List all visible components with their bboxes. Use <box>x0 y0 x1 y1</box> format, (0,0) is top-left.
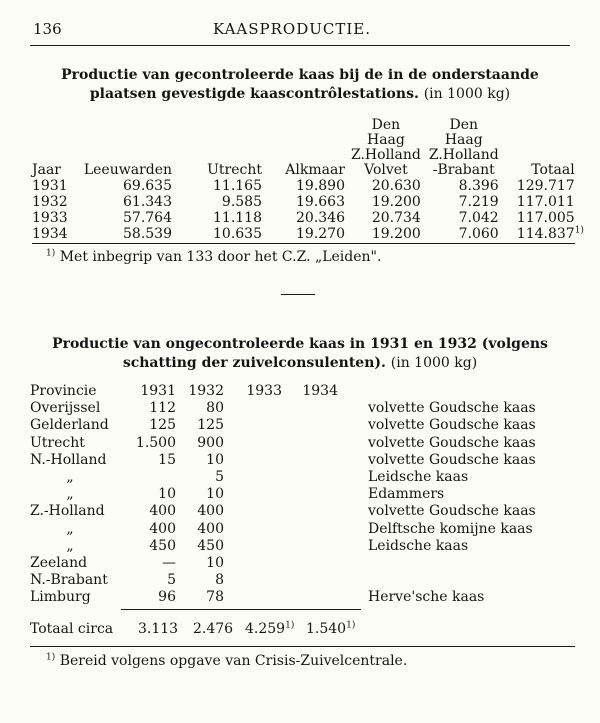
cell: 19.270 <box>296 226 345 242</box>
cell <box>282 521 338 538</box>
cell <box>368 555 574 572</box>
cell: 10.635 <box>213 226 262 242</box>
table1-bottom-rule <box>32 243 575 244</box>
footnote-marker: 1) <box>46 248 56 259</box>
cell: 57.764 <box>123 210 172 226</box>
total-1934-value: 1.540 <box>306 621 347 637</box>
page-number: 136 <box>33 20 62 38</box>
cell: 125 <box>197 417 224 434</box>
table-row <box>30 400 574 417</box>
cell <box>282 400 338 417</box>
cell: 10 <box>158 486 176 503</box>
column-header: Jaar <box>32 162 61 178</box>
column-header: Provincie <box>30 383 97 399</box>
cell <box>282 589 338 606</box>
cell <box>282 435 338 452</box>
table-row <box>32 226 587 242</box>
cell <box>224 503 282 520</box>
cell <box>282 572 338 589</box>
cell <box>224 589 282 606</box>
table-row <box>30 555 574 572</box>
cell: 450 <box>149 537 176 554</box>
cell: „ <box>66 537 74 554</box>
header-rule <box>30 45 570 46</box>
cell: 19.200 <box>371 194 421 210</box>
cell: 20.630 <box>371 178 421 194</box>
cell: Overijssel <box>30 400 101 417</box>
column-header: Utrecht <box>207 162 262 178</box>
cell: 450 <box>197 537 224 554</box>
cell: 80 <box>206 400 224 417</box>
table-row <box>30 435 574 452</box>
cell: 7.060 <box>458 226 499 242</box>
table-row <box>30 589 574 606</box>
section2-title-text: Productie van ongecontroleerde kaas in 1931 en 1932 (volgens schatting der zuivelconsulenten). <box>52 336 548 371</box>
footnote-text: Bereid volgens opgave van Crisis-Zuivelcentrale. <box>59 653 408 669</box>
cell: Z.-Holland <box>30 503 105 520</box>
cell: 125 <box>149 417 176 434</box>
table-row <box>30 503 574 520</box>
totals-row <box>30 621 113 637</box>
cell <box>282 486 338 503</box>
cell <box>224 435 282 452</box>
total-label: Totaal circa <box>30 621 114 637</box>
cell: 69.635 <box>123 178 172 194</box>
cell: 5 <box>167 572 176 589</box>
cell: Leidsche kaas <box>368 537 469 554</box>
column-header: Alkmaar <box>285 162 345 178</box>
cell <box>368 572 574 589</box>
cell: 5 <box>215 469 224 486</box>
column-header: Leeuwarden <box>83 162 172 178</box>
uncontrolled-cheese-table <box>30 383 574 607</box>
cell <box>224 572 282 589</box>
cell <box>282 538 338 555</box>
table-row <box>32 194 587 210</box>
footnote-ref: 1) <box>285 620 295 631</box>
cell: 1933 <box>32 210 68 226</box>
cell: N.-Brabant <box>30 572 108 589</box>
cell: 400 <box>197 503 224 520</box>
cell: 10 <box>206 486 224 503</box>
cell <box>224 469 282 486</box>
section2-title-unit: (in 1000 kg) <box>390 355 478 371</box>
cell: Leidsche kaas <box>368 469 469 486</box>
cell: 10 <box>206 451 224 468</box>
cell: Gelderland <box>30 417 109 434</box>
cell <box>282 469 338 486</box>
section1-title-unit: (in 1000 kg) <box>423 86 511 102</box>
column-header: Totaal <box>531 162 575 178</box>
cell: — <box>162 555 176 572</box>
section-divider <box>281 294 315 295</box>
footnote-1 <box>46 249 381 265</box>
cell: 11.118 <box>213 210 262 226</box>
cell: 8 <box>215 572 224 589</box>
cell: 129.717 <box>516 178 575 194</box>
cell: 58.539 <box>123 226 172 242</box>
cell <box>282 555 338 572</box>
footnote-marker: 1) <box>46 652 56 663</box>
cell: 112 <box>149 400 176 417</box>
table2-bottom-rule <box>30 646 575 647</box>
cell: 19.890 <box>296 178 345 194</box>
cell: 114.837 <box>516 226 575 242</box>
cell: volvette Goudsche kaas <box>368 434 536 451</box>
table-row <box>32 210 587 226</box>
table-header-row <box>30 383 574 400</box>
table-header-row <box>32 118 587 178</box>
cell: 78 <box>206 589 224 606</box>
table-row <box>30 521 574 538</box>
table-row <box>30 452 574 469</box>
cell <box>110 469 176 486</box>
section1-title-text: Productie van gecontroleerde kaas bij de in de onderstaande plaatsen gevestigde kaascontrôlestations. <box>61 67 539 102</box>
cell <box>224 538 282 555</box>
cell: 400 <box>197 520 224 537</box>
footnote-text: Met inbegrip van 133 door het C.Z. „Leiden". <box>59 249 382 265</box>
cell: volvette Goudsche kaas <box>368 503 536 520</box>
cell: „ <box>66 469 74 486</box>
footnote-2 <box>46 653 407 669</box>
running-title: KAASPRODUCTIE. <box>213 20 372 38</box>
cell: 19.200 <box>371 226 421 242</box>
column-header <box>368 383 574 400</box>
cell: „ <box>66 520 74 537</box>
cell: Zeeland <box>30 555 88 572</box>
cell: 20.346 <box>296 210 345 226</box>
cell: 19.663 <box>296 194 345 210</box>
cell: 400 <box>149 520 176 537</box>
column-header: 1931 <box>140 383 176 399</box>
cell <box>224 555 282 572</box>
cell: 61.343 <box>123 194 172 210</box>
cell: 7.219 <box>458 194 499 210</box>
section1-title <box>28 66 572 104</box>
cell: volvette Goudsche kaas <box>368 417 536 434</box>
cell <box>224 452 282 469</box>
footnote-ref: 1) <box>574 225 584 236</box>
cell: Utrecht <box>30 434 85 451</box>
column-header: Den Haag Z.Holland Volvet <box>351 117 421 178</box>
cell: 900 <box>197 434 224 451</box>
table-row <box>30 469 574 486</box>
cell <box>224 400 282 417</box>
cell: 7.042 <box>458 210 499 226</box>
cell: Delftsche komijne kaas <box>368 520 533 537</box>
column-header: 1932 <box>188 383 224 399</box>
cell: Edammers <box>368 486 445 503</box>
cell: 8.396 <box>458 178 499 194</box>
cell <box>224 417 282 434</box>
total-1933-value: 4.259 <box>245 621 286 637</box>
cell: 400 <box>149 503 176 520</box>
table-row <box>30 486 574 503</box>
controlled-cheese-table <box>32 118 587 242</box>
cell: volvette Goudsche kaas <box>368 400 536 417</box>
cell: Limburg <box>30 589 91 606</box>
column-header: 1933 <box>246 383 282 399</box>
cell: 1934 <box>32 226 68 242</box>
cell: 20.734 <box>371 210 421 226</box>
cell: 15 <box>158 451 176 468</box>
footnote-ref: 1) <box>346 620 356 631</box>
column-header: Den Haag Z.Holland -Brabant <box>428 117 499 178</box>
cell: volvette Goudsche kaas <box>368 451 536 468</box>
table-row <box>30 572 574 589</box>
cell <box>282 503 338 520</box>
cell <box>224 486 282 503</box>
cell: 1.500 <box>135 434 176 451</box>
total-1932: 2.476 <box>193 621 234 637</box>
section2-title <box>28 335 572 373</box>
table-row <box>32 178 587 194</box>
cell <box>282 417 338 434</box>
column-header: 1934 <box>302 383 338 399</box>
cell <box>224 521 282 538</box>
cell: „ <box>66 486 74 503</box>
cell: 1932 <box>32 194 68 210</box>
cell <box>282 452 338 469</box>
cell: 96 <box>158 589 176 606</box>
cell: 117.005 <box>516 210 575 226</box>
table-row <box>30 538 574 555</box>
cell: 9.585 <box>221 194 262 210</box>
totals-rule <box>121 609 361 610</box>
cell: 11.165 <box>213 178 262 194</box>
table-row <box>30 417 574 434</box>
total-1934 <box>306 621 355 637</box>
total-1933 <box>245 621 294 637</box>
cell: Herve'sche kaas <box>368 589 485 606</box>
cell: 117.011 <box>516 194 575 210</box>
total-1931: 3.113 <box>138 621 179 637</box>
cell: 10 <box>206 555 224 572</box>
cell: 1931 <box>32 178 68 194</box>
cell: N.-Holland <box>30 451 107 468</box>
